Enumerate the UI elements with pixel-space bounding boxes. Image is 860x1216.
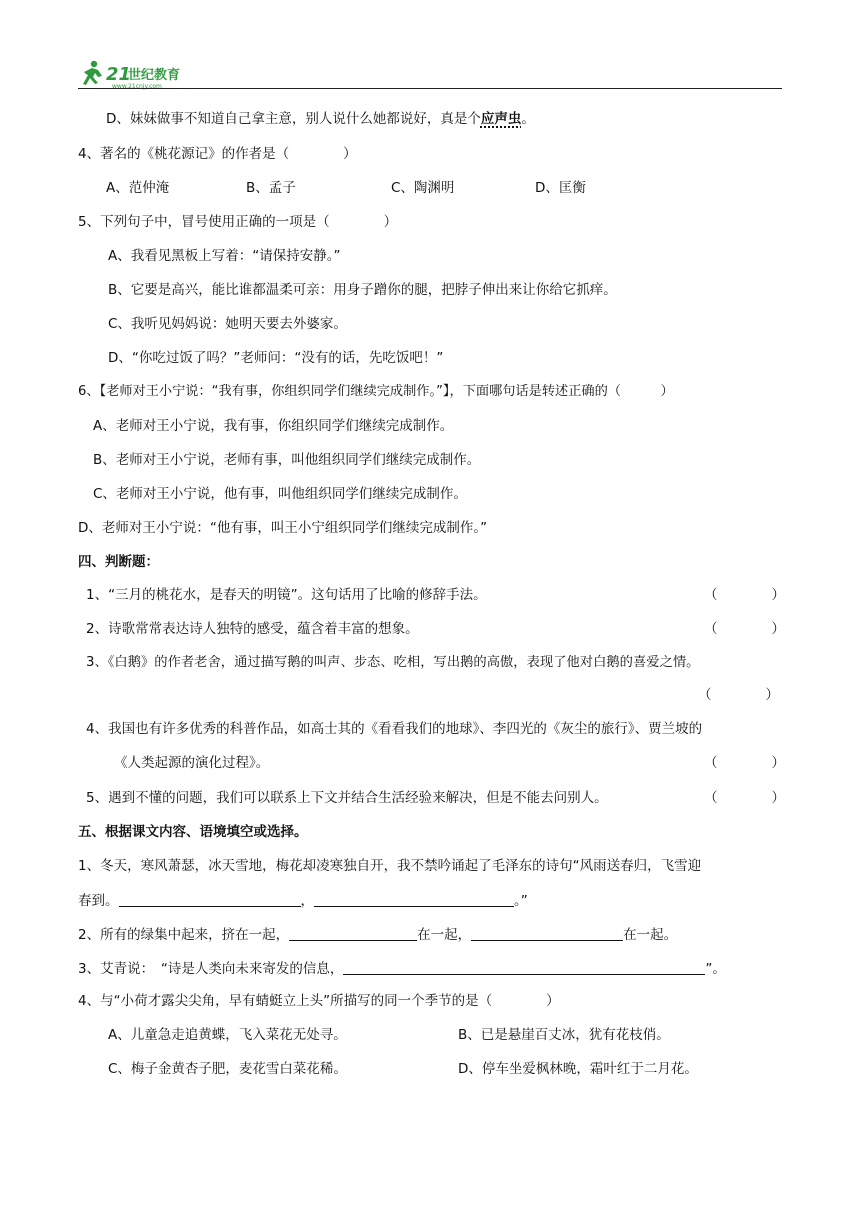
fill-q4-option-c: C、梅子金黄杏子肥，麦花雪白菜花稀。 [108,1061,347,1077]
fill-blank[interactable] [289,924,417,941]
judge-answer-1: （ ） [704,587,785,603]
site-logo [78,58,218,90]
fill-q4-stem: 4、与“小荷才露尖尖角，早有蜻蜓立上头”所描写的同一个季节的是（ ） [78,993,560,1009]
emphasized-word: 应声虫 [480,111,522,127]
q5-option-d: D、“你吃过饭了吗？”老师问：“没有的话，先吃饭吧！” [108,350,444,366]
judge-answer-3: （ ） [698,687,779,703]
fill-blank[interactable] [471,924,623,941]
q5-option-b: B、它要是高兴，能比谁都温柔可亲：用身子蹭你的腿，把脖子伸出来让你给它抓痒。 [108,282,617,298]
judge-item-3: 3、《白鹅》的作者老舍，通过描写鹅的叫声、步态、吃相，写出鹅的高傲，表现了他对白鹅的喜爱之情。 [86,655,700,670]
q3-option-d: D、妹妹做事不知道自己拿主意，别人说什么她都说好，真是个应声虫。 [106,111,535,127]
judge-answer-5: （ ） [704,790,785,806]
fill-blank[interactable] [343,958,705,975]
q5-option-c: C、我听见妈妈说：她明天要去外婆家。 [108,316,347,332]
q4-stem: 4、著名的《桃花源记》的作者是（ ） [78,146,357,162]
q5-option-a: A、我看见黑板上写着：“请保持安静。” [108,248,341,264]
judge-answer-2: （ ） [704,621,785,637]
judge-item-4-line1: 4、我国也有许多优秀的科普作品，如高士其的《看看我们的地球》、李四光的《灰尘的旅行》、贾兰坡的 [86,721,703,737]
svg-text:www.21cnjy.com: www.21cnjy.com [112,83,162,90]
q6-option-a: A、老师对王小宁说，我有事，你组织同学们继续完成制作。 [93,418,454,434]
fill-q4-option-a: A、儿童急走追黄蝶，飞入菜花无处寻。 [108,1027,347,1043]
q4-option-a: A、范仲淹 [106,180,170,196]
fill-q4-option-d: D、停车坐爱枫林晚，霜叶红于二月花。 [458,1061,698,1077]
header-rule [78,88,782,89]
q6-stem: 6、【老师对王小宁说：“我有事，你组织同学们继续完成制作。”】，下面哪句话是转述正确的（ ） [78,384,674,399]
q6-option-b: B、老师对王小宁说，老师有事，叫他组织同学们继续完成制作。 [93,452,481,468]
q6-option-d: D、老师对王小宁说：“他有事，叫王小宁组织同学们继续完成制作。” [78,520,488,536]
judge-item-2: 2、诗歌常常表达诗人独特的感受，蕴含着丰富的想象。 [86,621,419,637]
judge-item-4-line2: 《人类起源的演化过程》。 [114,755,270,771]
judge-item-5: 5、遇到不懂的问题，我们可以联系上下文并结合生活经验来解决，但是不能去问别人。 [86,790,608,806]
fill-blank[interactable] [119,890,301,907]
section-4-title: 四、判断题： [78,554,159,570]
q4-option-b: B、孟子 [246,180,296,196]
q5-stem: 5、下列句子中，冒号使用正确的一项是（ ） [78,214,398,230]
q6-option-c: C、老师对王小宁说，他有事，叫他组织同学们继续完成制作。 [93,486,467,502]
svg-text:21: 21 [106,64,132,85]
judge-answer-4: （ ） [704,755,785,771]
svg-text:世纪教育: 世纪教育 [128,68,181,83]
section-5-title: 五、根据课文内容、语境填空或选择。 [78,824,308,840]
fill-blank[interactable] [314,890,514,907]
fill-q2: 2、所有的绿集中起来，挤在一起， 在一起， 在一起。 [78,924,677,945]
fill-q1-line2: 春到。 ， 。” [78,890,528,911]
page-header [78,58,782,92]
judge-item-1: 1、“三月的桃花水，是春天的明镜”。这句话用了比喻的修辞手法。 [86,587,487,603]
q4-option-d: D、匡衡 [535,180,586,196]
fill-q3: 3、艾青说： “诗是人类向未来寄发的信息， ”。 [78,958,726,979]
fill-q4-option-b: B、已是悬崖百丈冰，犹有花枝俏。 [458,1027,670,1043]
fill-q1-line1: 1、冬天，寒风萧瑟，冰天雪地，梅花却凌寒独自开，我不禁吟诵起了毛泽东的诗句“风雨送春归，飞雪迎 [78,858,702,874]
q4-option-c: C、陶渊明 [391,180,455,196]
